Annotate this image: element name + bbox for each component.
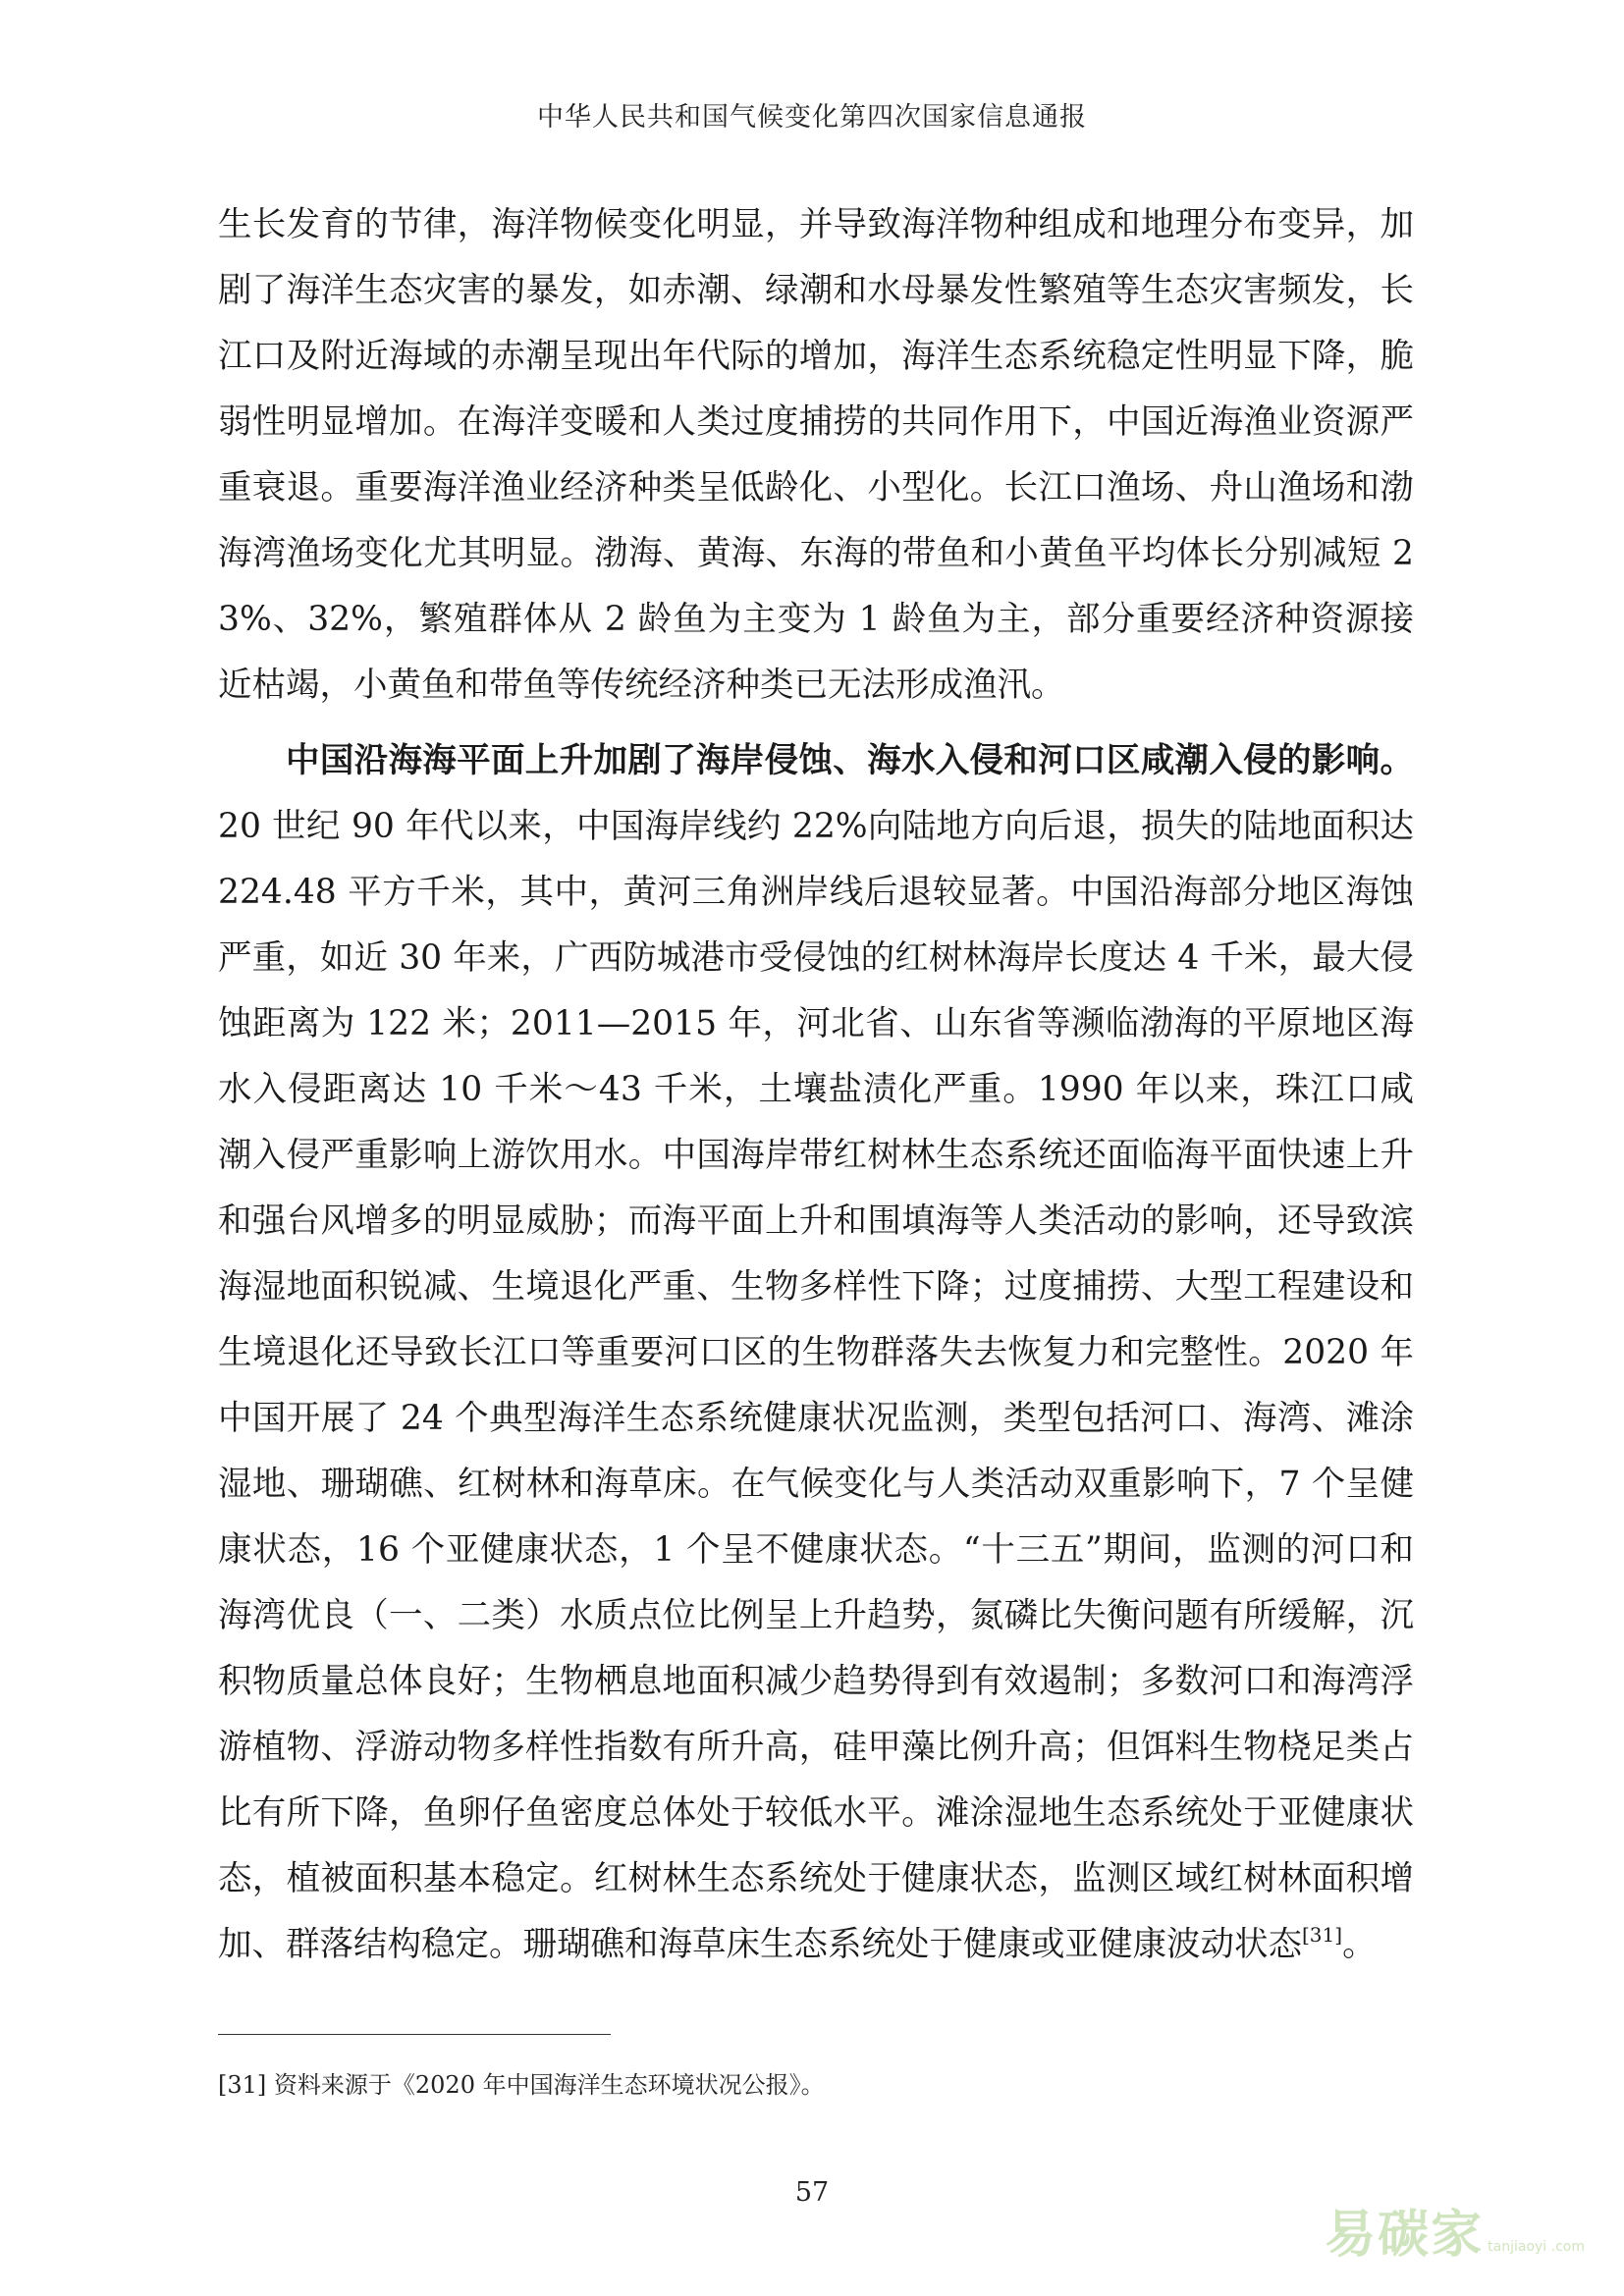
paragraph-2-heading: 中国沿海海平面上升加剧了海岸侵蚀、海水入侵和河口区咸潮入侵的影响。	[286, 741, 1414, 780]
watermark-text: 易碳家	[1325, 2206, 1485, 2265]
footnote: [31] 资料来源于《2020 年中国海洋生态环境状况公报》。	[218, 2071, 825, 2099]
page-number: 57	[794, 2177, 830, 2208]
running-header: 中华人民共和国气候变化第四次国家信息通报	[537, 102, 1087, 133]
watermark-logo	[1325, 2193, 1585, 2267]
body-text	[218, 192, 1414, 1978]
paragraph-1: 生长发育的节律，海洋物候变化明显，并导致海洋物种组成和地理分布变异，加剧了海洋生态灾害的暴发，如赤潮、绿潮和水母暴发性繁殖等生态灾害频发，长江口及附近海域的赤潮呈现出年代际的增加，海洋生态系统稳定性明显下降，脆弱性明显增加。在海洋变暖和人类过度捕捞的共同作用下，中国近海渔业资源严重衰退。重要海洋渔业经济种类呈低龄化、小型化。长江口渔场、舟山渔场和渤海湾渔场变化尤其明显。渤海、黄海、东海的带鱼和小黄鱼平均体长分别减短 23%、32%，繁殖群体从 2 龄鱼为主变为 1 龄鱼为主，部分重要经济种资源接近枯竭，小黄鱼和带鱼等传统经济种类已无法形成渔汛。	[218, 205, 1414, 705]
paragraph-2	[218, 728, 1414, 1978]
watermark-subtext: tanjiaoyi .com	[1488, 2239, 1585, 2255]
paragraph-2-text: 20 世纪 90 年代以来，中国海岸线约 22%向陆地方向后退，损失的陆地面积达 224.48 平方千米，其中，黄河三角洲岸线后退较显著。中国沿海部分地区海蚀严重，如近 30 年来，广西防城港市受侵蚀的红树林海岸长度达 4 千米，最大侵蚀距离为 122 米；2011—2015 年，河北省、山东省等濒临渤海的平原地区海水入侵距离达 10 千米～43 千米，土壤盐渍化严重。1990 年以来，珠江口咸潮入侵严重影响上游饮用水。中国海岸带红树林生态系统还面临海平面快速上升和强台风增多的明显威胁；而海平面上升和围填海等人类活动的影响，还导致滨海湿地面积锐减、生境退化严重、生物多样性下降；过度捕捞、大型工程建设和生境退化还导致长江口等重要河口区的生物群落失去恢复力和完整性。2020 年中国开展了 24 个典型海洋生态系统健康状况监测，类型包括河口、海湾、滩涂湿地、珊瑚礁、红树林和海草床。在气候变化与人类活动双重影响下，7 个呈健康状态，16 个亚健康状态，1 个呈不健康状态。“十三五”期间，监测的河口和海湾优良（一、二类）水质点位比例呈上升趋势，氮磷比失衡问题有所缓解，沉积物质量总体良好；生物栖息地面积减少趋势得到有效遏制；多数河口和海湾浮游植物、浮游动物多样性指数有所升高，硅甲藻比例升高；但饵料生物桡足类占比有所下降，鱼卵仔鱼密度总体处于较低水平。滩涂湿地生态系统处于亚健康状态，植被面积基本稳定。红树林生态系统处于健康状态，监测区域红树林面积增加、群落结构稳定。珊瑚礁和海草床生态系统处于健康或亚健康波动状态	[218, 807, 1414, 1964]
footnote-divider	[218, 2034, 611, 2035]
footnote-reference[interactable]: [31]	[1302, 1923, 1343, 1947]
paragraph-2-end: 。	[1342, 1925, 1377, 1964]
